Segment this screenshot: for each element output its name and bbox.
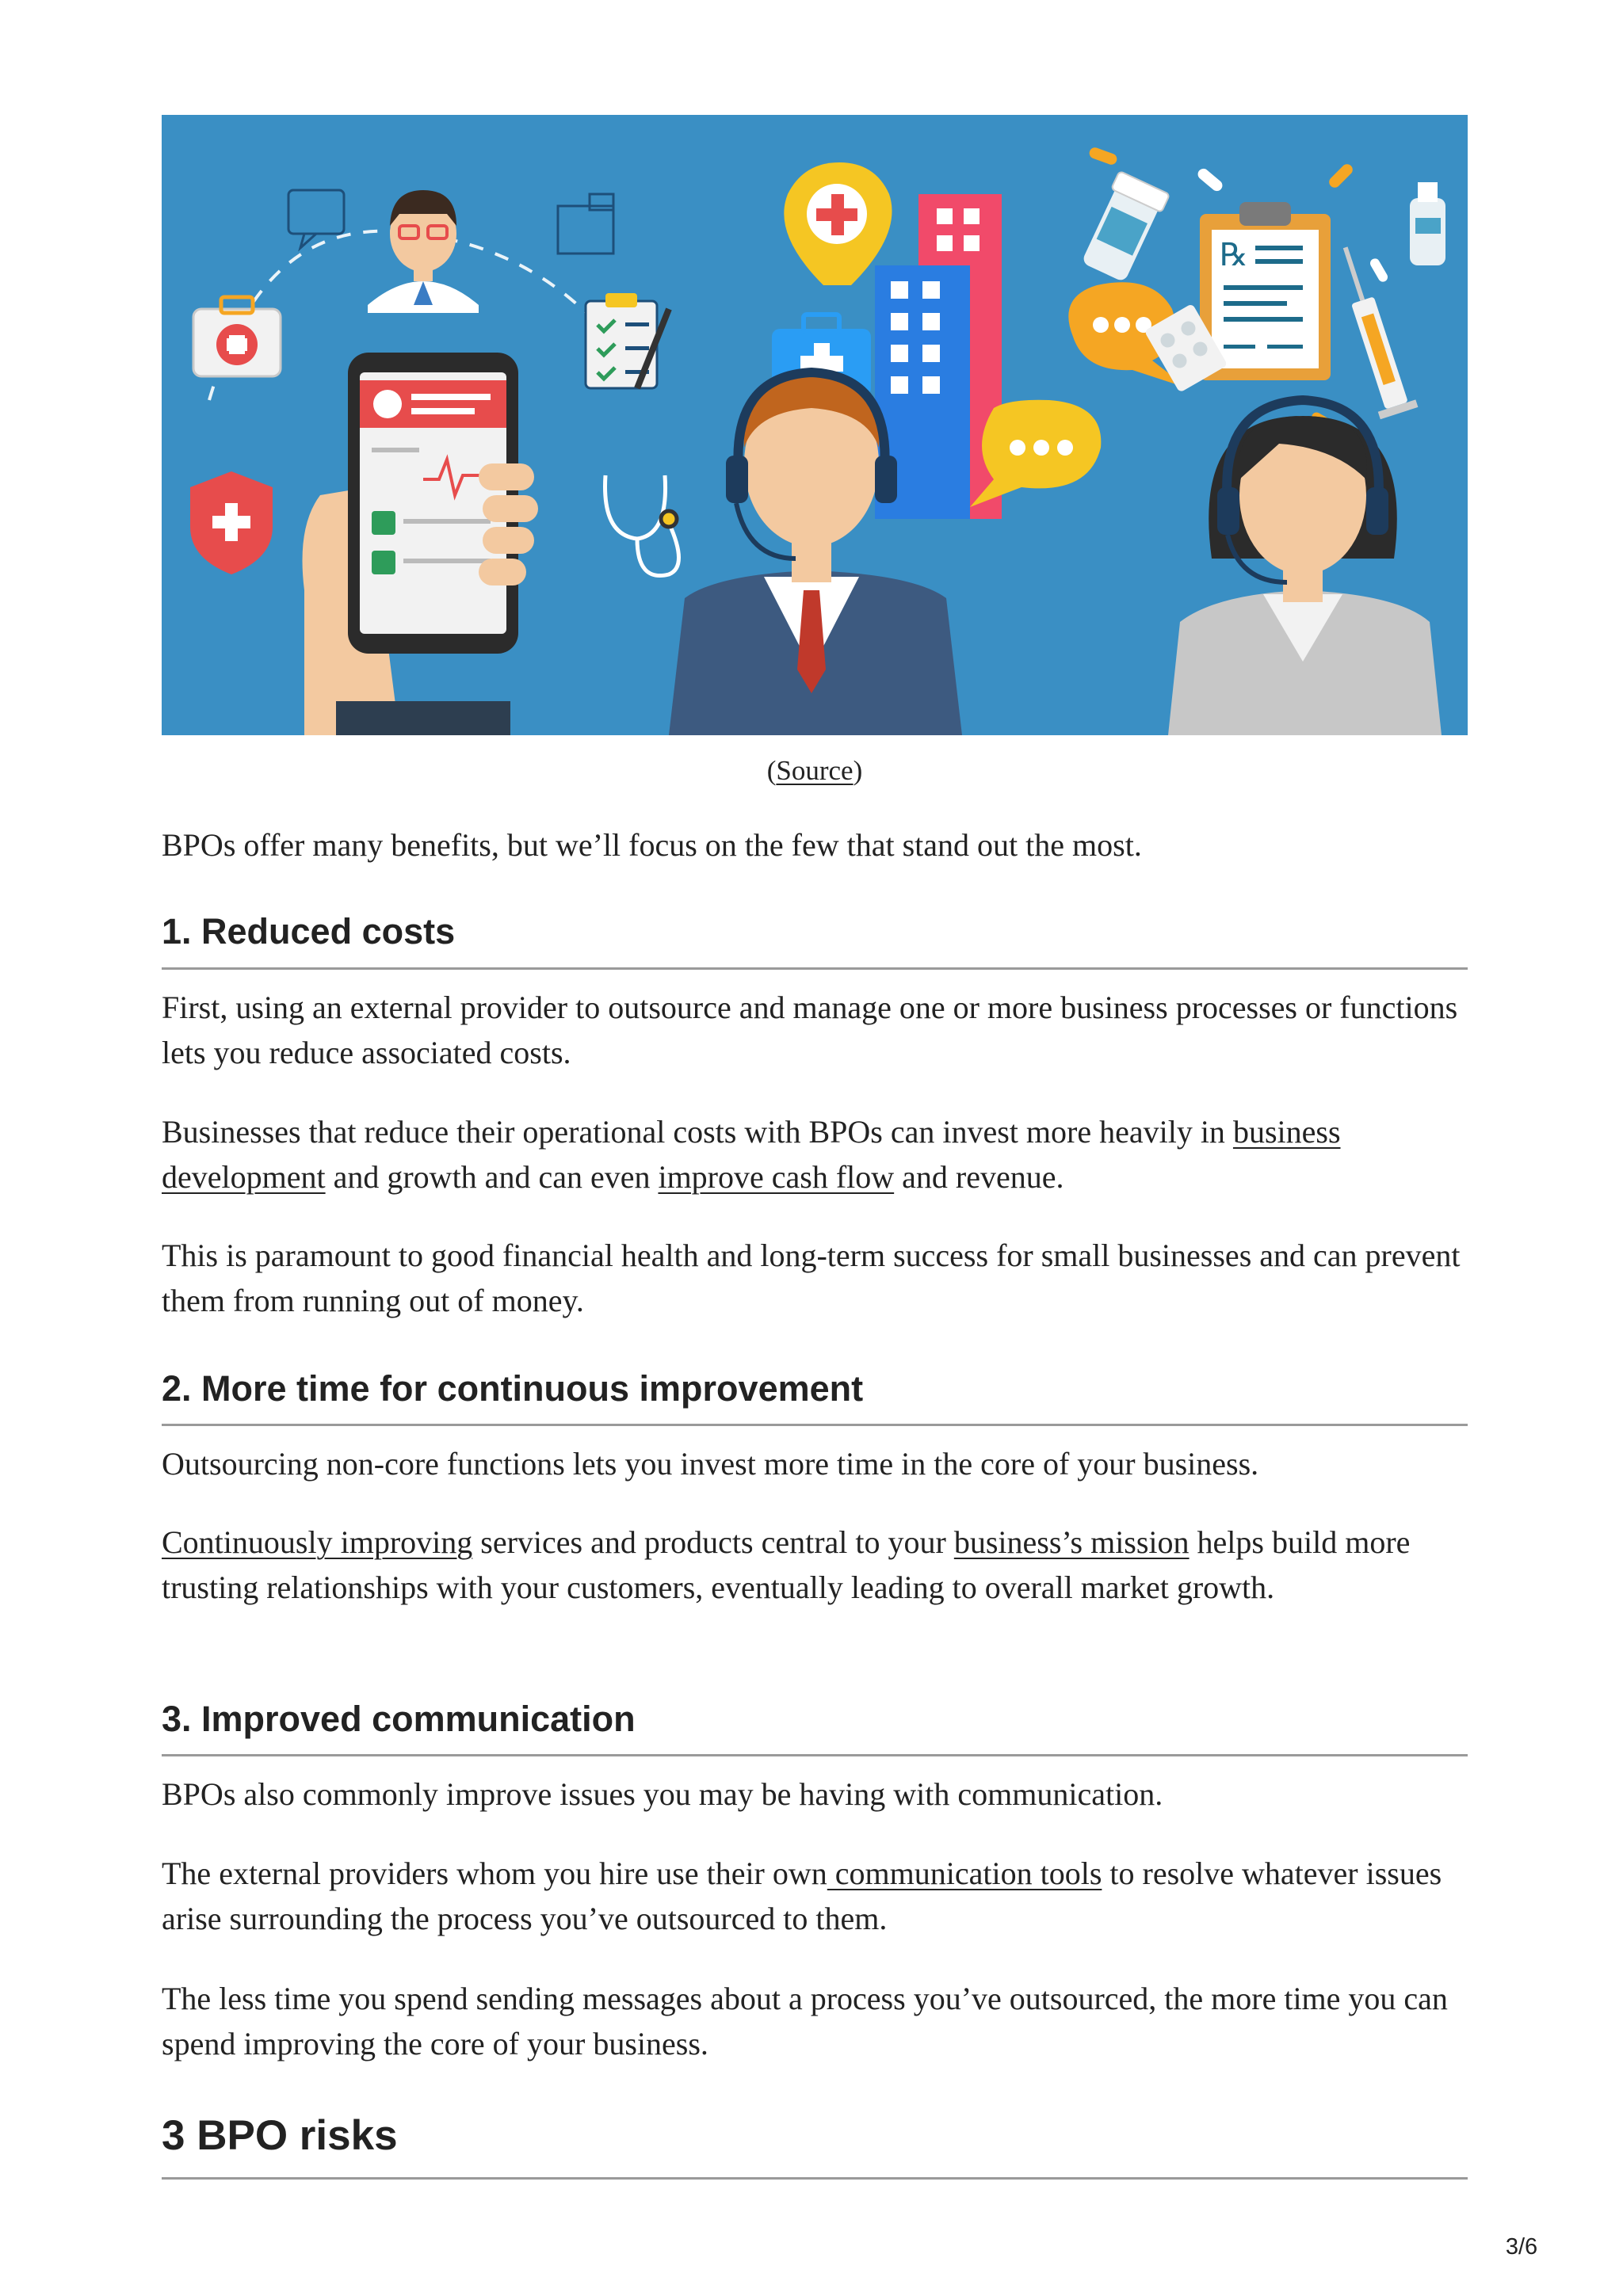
hero-illustration xyxy=(162,115,1468,735)
page-number: 3/6 xyxy=(1505,2234,1538,2260)
medical-bag-icon xyxy=(193,297,281,376)
heading-divider xyxy=(162,2177,1468,2180)
text-segment: and revenue. xyxy=(894,1159,1064,1195)
source-link[interactable]: Source xyxy=(776,755,854,786)
improve-cash-flow-link[interactable]: improve cash flow xyxy=(658,1159,895,1195)
checklist-clipboard-icon xyxy=(586,293,669,388)
intro-paragraph: BPOs offer many benefits, but we’ll focus on the few that stand out the most. xyxy=(162,827,1142,863)
improved-communication-paragraph-2 xyxy=(162,1851,1468,1941)
text-segment: services and products central to your xyxy=(472,1524,954,1560)
text-segment: and growth and can even xyxy=(325,1159,659,1195)
heading-divider xyxy=(162,1424,1468,1426)
reduced-costs-paragraph-1: First, using an external provider to outsource and manage one or more business processes or functions lets you reduce associated costs. xyxy=(162,990,1458,1070)
continuous-improvement-paragraph-2 xyxy=(162,1520,1468,1610)
continuous-improvement-paragraph-1: Outsourcing non-core functions lets you invest more time in the core of your business. xyxy=(162,1446,1259,1482)
reduced-costs-paragraph-3: This is paramount to good financial health and long-term success for small businesses and can prevent them from running out of money. xyxy=(162,1238,1461,1318)
improved-communication-paragraph-3: The less time you spend sending messages about a process you’ve outsourced, the more time you can spend improving the core of your business. xyxy=(162,1981,1448,2061)
image-caption xyxy=(162,751,1468,791)
text-segment: helps build more trusting relationships with your customers, eventually leading to overall market growth. xyxy=(162,1524,1411,1605)
continuously-improving-link[interactable]: Continuously improving xyxy=(162,1524,473,1560)
heading-divider xyxy=(162,1754,1468,1756)
reduced-costs-paragraph-2 xyxy=(162,1109,1468,1199)
healthcare-call-center-illustration xyxy=(162,115,1468,735)
improved-communication-paragraph-1: BPOs also commonly improve issues you may be having with communication. xyxy=(162,1776,1163,1812)
text-segment: The external providers whom you hire use their own xyxy=(162,1855,827,1891)
text-segment: to resolve whatever issues arise surrounding the process you’ve outsourced to them. xyxy=(162,1855,1442,1936)
caption-close-paren: ) xyxy=(853,755,863,786)
heading-reduced-costs: 1. Reduced costs xyxy=(162,911,456,952)
heading-continuous-improvement: 2. More time for continuous improvement xyxy=(162,1368,864,1409)
communication-tools-link[interactable]: communication tools xyxy=(827,1855,1102,1891)
caption-open-paren: ( xyxy=(766,755,777,786)
heading-bpo-risks: 3 BPO risks xyxy=(162,2112,398,2159)
text-segment: Businesses that reduce their operational costs with BPOs can invest more heavily in xyxy=(162,1114,1233,1150)
heading-improved-communication: 3. Improved communication xyxy=(162,1699,636,1739)
business-development-link[interactable]: business development xyxy=(162,1114,1341,1195)
heading-divider xyxy=(162,967,1468,970)
rx-symbol: ℞ xyxy=(1220,237,1248,273)
business-mission-link[interactable]: business’s mission xyxy=(953,1524,1190,1560)
